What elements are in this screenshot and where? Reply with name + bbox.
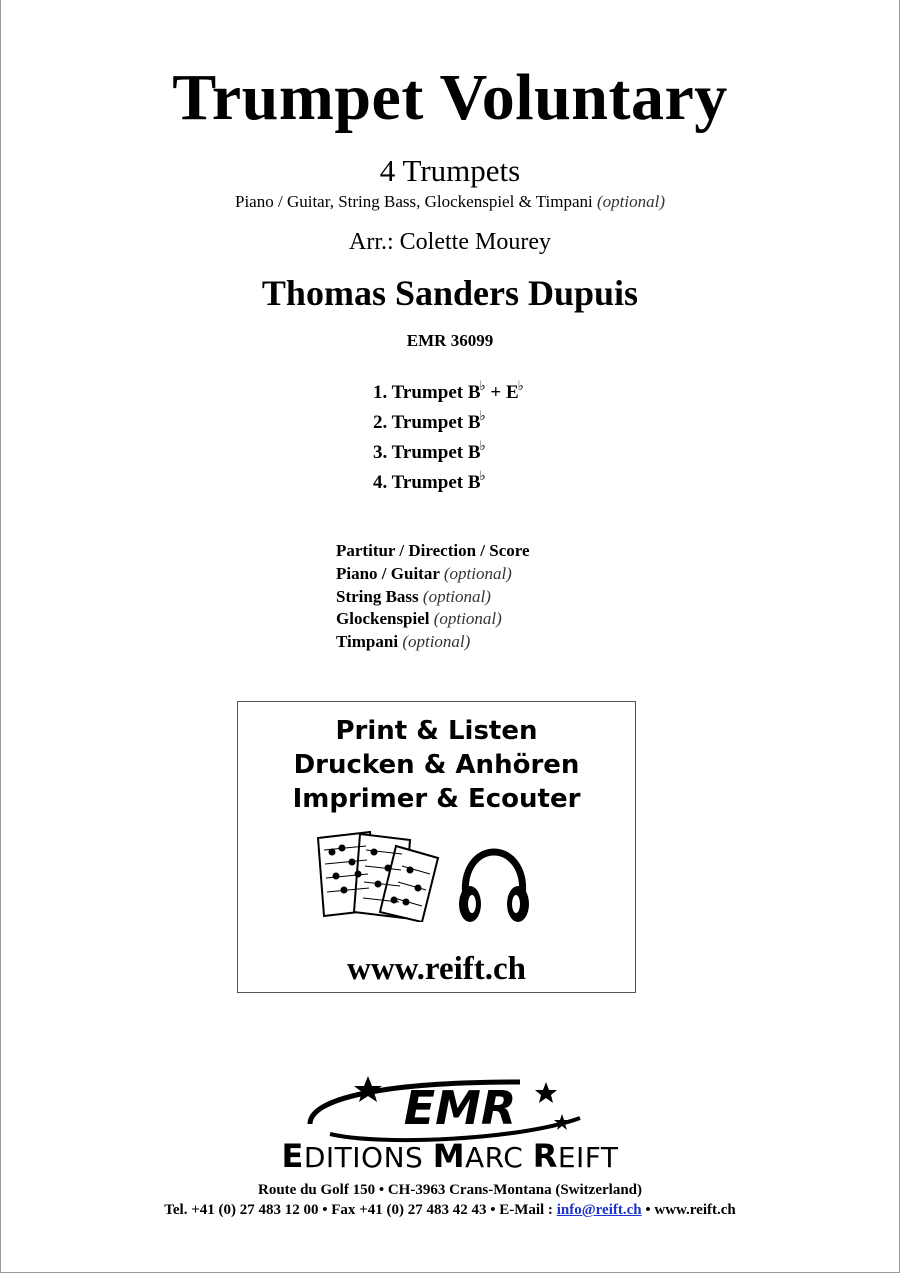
extra-label: Glockenspiel	[336, 609, 430, 629]
composer: Thomas Sanders Dupuis	[261, 273, 639, 313]
headphones-icon	[456, 848, 532, 926]
contact-prefix: Tel. +41 (0) 27 483 12 00 • Fax +41 (0) 27 483 42 43 • E-Mail :	[164, 1202, 557, 1218]
extra-item	[336, 631, 530, 654]
extra-optional: (optional)	[402, 632, 471, 652]
email-link[interactable]: info@reift.ch	[556, 1202, 642, 1218]
arranger: Arr.: Colette Mourey	[349, 229, 551, 255]
contact-suffix: • www.reift.ch	[641, 1202, 736, 1218]
catalog-number: EMR 36099	[406, 331, 494, 350]
brand-initial: E	[281, 1137, 304, 1175]
flat-symbol: ♭	[479, 378, 486, 393]
brand-rest: EIFT	[557, 1141, 619, 1174]
extra-item	[336, 586, 530, 609]
part-item	[373, 461, 524, 491]
promo-line-fr: Imprimer & Ecouter	[292, 784, 581, 814]
page-title: Trumpet Voluntary	[172, 61, 728, 134]
flat-symbol: ♭	[479, 408, 486, 423]
part-label: 4. Trumpet B	[373, 472, 481, 493]
instrumentation-optional: (optional)	[597, 192, 665, 211]
instrumentation	[0, 192, 900, 212]
publisher-contact	[0, 1200, 900, 1220]
part-label: 2. Trumpet B	[373, 412, 481, 433]
extra-label: Partitur / Direction / Score	[336, 541, 530, 560]
publisher-name	[0, 1138, 900, 1176]
emr-logo	[300, 1074, 600, 1144]
print-listen-box[interactable]	[237, 701, 636, 993]
promo-url[interactable]: www.reift.ch	[346, 951, 527, 987]
extra-item	[336, 563, 530, 586]
part-label: 3. Trumpet B	[373, 442, 481, 463]
extra-optional: (optional)	[422, 586, 491, 606]
extras-list	[336, 540, 530, 654]
part-item	[373, 431, 524, 461]
flat-symbol: ♭	[479, 468, 486, 483]
part-item	[373, 401, 524, 431]
extra-label: Timpani	[336, 632, 399, 652]
part-extra: + E	[485, 382, 519, 403]
extra-item	[336, 608, 530, 631]
brand-rest: DITIONS	[303, 1141, 433, 1174]
extra-optional: (optional)	[443, 563, 512, 583]
extra-item	[336, 540, 530, 563]
publisher-address: Route du Golf 150 • CH-3963 Crans-Montana (Switzerland)	[258, 1182, 642, 1198]
extra-label: String Bass	[336, 586, 419, 606]
brand-rest: ARC	[465, 1141, 533, 1174]
promo-line-de: Drucken & Anhören	[293, 750, 580, 780]
flat-symbol: ♭	[479, 438, 486, 453]
logo-text: EMR	[403, 1081, 517, 1135]
part-item	[373, 371, 524, 401]
parts-list	[373, 371, 524, 491]
part-label: 1. Trumpet B	[373, 382, 481, 403]
subtitle: 4 Trumpets	[379, 153, 521, 188]
instrumentation-text: Piano / Guitar, String Bass, Glockenspiel & Timpani	[235, 192, 593, 211]
flat-symbol: ♭	[517, 378, 524, 393]
extra-label: Piano / Guitar	[336, 563, 440, 583]
brand-initial: R	[532, 1137, 558, 1175]
extra-optional: (optional)	[433, 609, 502, 629]
sheet-music-icon	[314, 830, 440, 922]
promo-line-en: Print & Listen	[335, 716, 538, 746]
brand-initial: M	[432, 1137, 466, 1175]
